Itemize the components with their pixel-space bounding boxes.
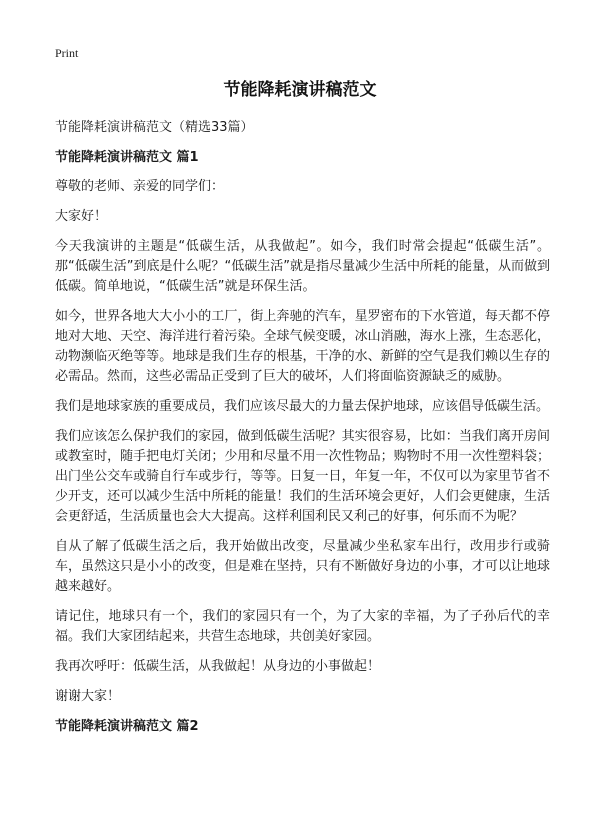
paragraph-change: 自从了解了低碳生活之后，我开始做出改变，尽量减少坐私家车出行，改用步行或骑车，虽然这只是小小的改变，但是难在坚持，只有不断做好身边的小事，才可以让地球越来越好。 xyxy=(55,539,550,594)
print-link[interactable]: Print xyxy=(55,46,79,60)
section-heading-2: 节能降耗演讲稿范文 篇2 xyxy=(55,719,199,734)
paragraph-members: 我们是地球家族的重要成员，我们应该尽最大的力量去保护地球，应该倡导低碳生活。 xyxy=(55,399,550,414)
paragraph-how-to: 我们应该怎么保护我们的家园，做到低碳生活呢？其实很容易，比如：当我们离开房间或教室时，随手把电灯关闭；少用和尽量不用一次性物品；购物时不用一次性塑料袋；出门坐公交车或骑自行车或步行，等等。日复一日，年复一年，不仅可以为家里节省不少开支，还可以减少生活中所耗的能量！我们的生活环境会更好，人们会更健康，生活会更舒适，生活质量也会大大提高。这样利国利民又利己的好事，何乐而不为呢？ xyxy=(55,429,550,524)
page-title: 节能降耗演讲稿范文 xyxy=(223,80,377,100)
document-subtitle: 节能降耗演讲稿范文（精选33篇） xyxy=(55,120,254,135)
section-heading-1: 节能降耗演讲稿范文 篇1 xyxy=(55,150,199,165)
document-body xyxy=(55,118,550,746)
paragraph-hello: 大家好！ xyxy=(55,209,108,224)
paragraph-remember: 请记住，地球只有一个，我们的家园只有一个，为了大家的幸福，为了子孙后代的幸福。我们大家团结起来，共营生态地球，共创美好家园。 xyxy=(55,609,550,644)
paragraph-topic: 今天我演讲的主题是“低碳生活，从我做起”。如今，我们时常会提起“低碳生活”。那“低碳生活”到底是什么呢？“低碳生活”就是指尽量减少生活中所耗的能量，从而做到低碳。简单地说，“低碳生活”就是环保生活。 xyxy=(55,239,550,294)
paragraph-greeting: 尊敬的老师、亲爱的同学们： xyxy=(55,179,225,194)
paragraph-appeal: 我再次呼吁：低碳生活，从我做起！从身边的小事做起！ xyxy=(55,659,381,674)
paragraph-thanks: 谢谢大家！ xyxy=(55,689,121,704)
paragraph-pollution: 如今，世界各地大大小小的工厂，街上奔驰的汽车，星罗密布的下水管道，每天都不停地对大地、天空、海洋进行着污染。全球气候变暖，冰山消融，海水上涨，生态恶化，动物濒临灭绝等等。地球是我们生存的根基，干净的水、新鲜的空气是我们赖以生存的必需品。然而，这些必需品正受到了巨大的破坏，人们将面临资源缺乏的威胁。 xyxy=(55,309,550,384)
